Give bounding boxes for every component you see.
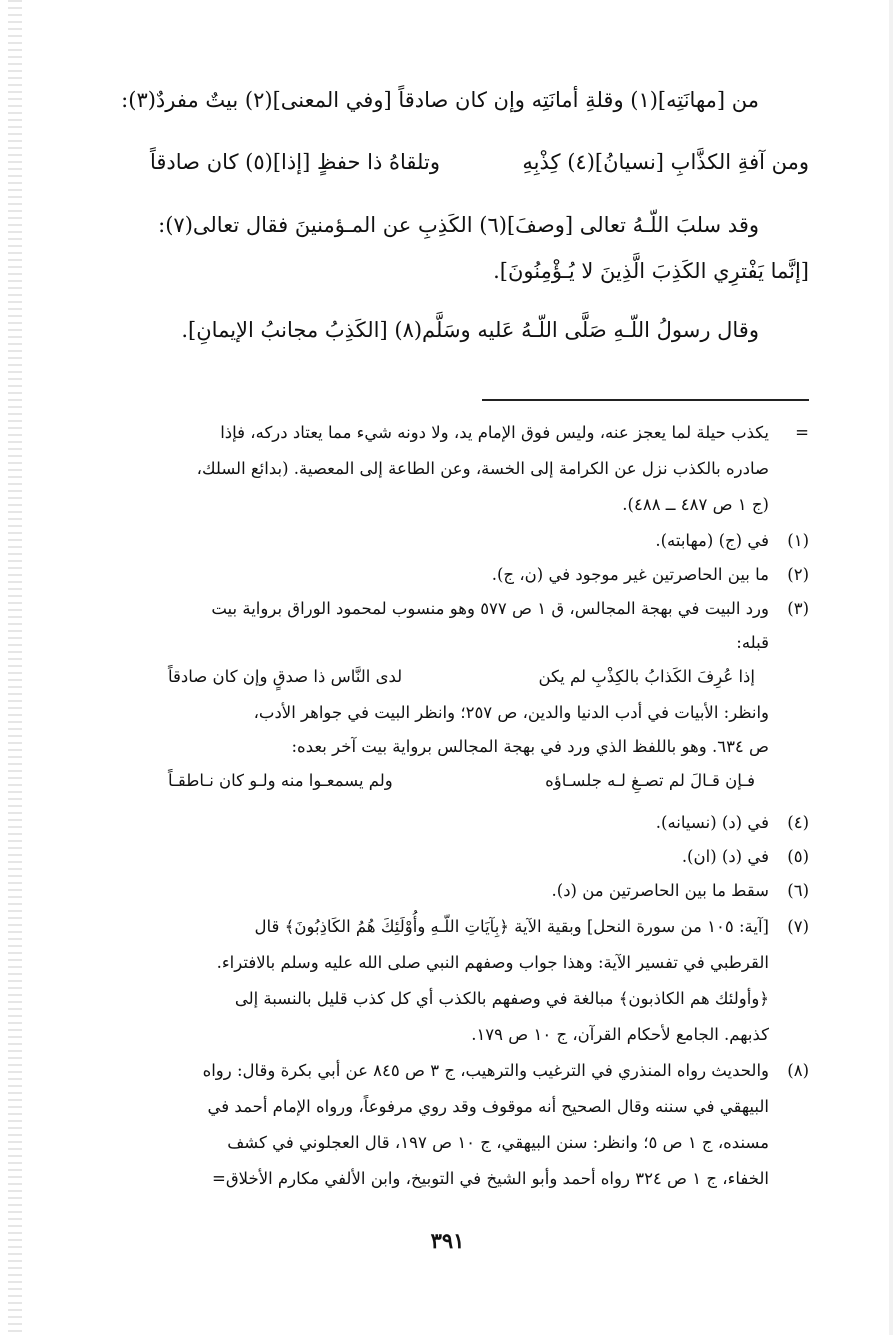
footnote-3-line-4: ص ٦٣٤. وهو باللفظ الذي ورد في بهجة المجالس برواية بيت آخر بعده: bbox=[291, 737, 769, 756]
main-line-1: من [مهانَتِه](١) وقلةِ أمانَتِه وإن كان صادقاً [وفي المعنى](٢) بيتٌ مفردٌ(٣): bbox=[121, 88, 759, 112]
footnote-5-text: في (د) (ان). bbox=[681, 847, 769, 866]
main-line-5: وقال رسولُ اللّـهِ صَلَّى اللّـهُ عَليه وسَلَّم(٨) [الكَذِبُ مجانبُ الإيمانِ]. bbox=[181, 318, 759, 342]
footnote-2-marker: (٢) bbox=[787, 565, 809, 584]
footnote-8-line-4: الخفاء، ج ١ ص ٣٢٤ رواه أحمد وأبو الشيخ في التوبيخ، وابن الألفي مكارم الأخلاق= bbox=[212, 1169, 769, 1188]
footnote-continuation-line-3: (ج ١ ص ٤٨٧ ــ ٤٨٨). bbox=[622, 495, 769, 514]
footnote-7-line-2: القرطبي في تفسير الآية: وهذا جواب وصفهم النبي صلى الله عليه وسلم بالافتراء. bbox=[216, 953, 769, 972]
footnote-8-line-3: مسنده، ج ١ ص ٥؛ وانظر: سنن البيهقي، ج ١٠ ص ١٩٧، قال العجلوني في كشف bbox=[227, 1133, 769, 1152]
footnote-3-line-3: وانظر: الأبيات في أدب الدنيا والدين، ص ٢٥٧؛ وانظر البيت في جواهر الأدب، bbox=[253, 703, 769, 722]
footnote-7-line-3: ﴿وأولئك هم الكاذبون﴾ مبالغة في وصفهم بالكذب أي كل كذب قليل بالنسبة إلى bbox=[234, 989, 769, 1008]
verse-second-hemistich: وتلقاهُ ذا حفظٍ [إذا](٥) كان صادقاً bbox=[150, 150, 440, 174]
footnote-7-line-4: كذبهم. الجامع لأحكام القرآن، ج ١٠ ص ١٧٩. bbox=[471, 1025, 769, 1044]
footnote-4-marker: (٤) bbox=[787, 813, 809, 832]
footnote-3-line-2: قبله: bbox=[736, 633, 769, 652]
footnote-4-text: في (د) (نسيانه). bbox=[655, 813, 769, 832]
footnote-6-marker: (٦) bbox=[787, 881, 809, 900]
footnote-3-marker: (٣) bbox=[787, 599, 809, 618]
footnote-continuation-line-2: صادره بالكذب نزل عن الكرامة إلى الخسة، وعن الطاعة إلى المعصية. (بدائع السلك، bbox=[196, 459, 769, 478]
footnote-8-line-2: البيهقي في سننه وقال الصحيح أنه موقوف وقد روي مرفوعاً، ورواه الإمام أحمد في bbox=[207, 1097, 769, 1116]
footnote-1-text: في (ج) (مهابته). bbox=[655, 531, 769, 550]
footnote-3-line-1: ورد البيت في بهجة المجالس، ق ١ ص ٥٧٧ وهو منسوب لمحمود الوراق برواية بيت bbox=[211, 599, 769, 618]
page-number: ٣٩١ bbox=[430, 1228, 465, 1253]
footnote-8-line-1: والحديث رواه المنذري في الترغيب والترهيب، ج ٣ ص ٨٤٥ عن أبي بكرة وقال: رواه bbox=[202, 1061, 769, 1080]
footnote-8-marker: (٨) bbox=[787, 1061, 809, 1080]
footnote-5-marker: (٥) bbox=[787, 847, 809, 866]
footnote-3-verse-2-second: ولم يسمعـوا منه ولـو كان نـاطقـاً bbox=[168, 771, 393, 790]
footnote-1-marker: (١) bbox=[787, 531, 809, 550]
main-line-3: وقد سلبَ اللّـهُ تعالى [وصفَ](٦) الكَذِبِ عن المـؤمنينَ فقال تعالى(٧): bbox=[158, 213, 759, 237]
footnote-7-marker: (٧) bbox=[787, 917, 809, 936]
footnote-2-text: ما بين الحاصرتين غير موجود في (ن، ج). bbox=[491, 565, 769, 584]
continuation-mark: = bbox=[795, 423, 809, 442]
footnote-6-text: سقط ما بين الحاصرتين من (د). bbox=[551, 881, 769, 900]
footnote-3-verse-2-first: فـإن قـالَ لم تصـغِ لـه جلسـاؤه bbox=[545, 771, 755, 790]
footnote-3-verse-1-second: لدى النَّاس ذا صدقٍ وإن كان صادقاً bbox=[168, 667, 403, 686]
main-line-4: [إنَّما يَفْترِي الكَذِبَ الَّذِينَ لا يُـؤْمِنُونَ]. bbox=[493, 259, 809, 283]
footnote-7-line-1: [آية: ١٠٥ من سورة النحل] وبقية الآية ﴿بِآيَاتِ اللّـهِ وأُوْلَئِكَ هُمُ الكَاذِبُونَ﴾ قال bbox=[254, 917, 769, 936]
footnote-3-verse-1-first: إذا عُرِفَ الكَذابُ بالكِذْبِ لم يكن bbox=[538, 667, 755, 686]
footnote-separator bbox=[482, 399, 809, 401]
footnote-continuation-line-1: يكذب حيلة لما يعجز عنه، وليس فوق الإمام يد، ولا دونه شيء مما يعتاد دركه، فإذا bbox=[220, 423, 769, 442]
verse-first-hemistich: ومن آفةِ الكذَّابِ [نسيانُ](٤) كِذْبِهِ bbox=[522, 150, 809, 174]
